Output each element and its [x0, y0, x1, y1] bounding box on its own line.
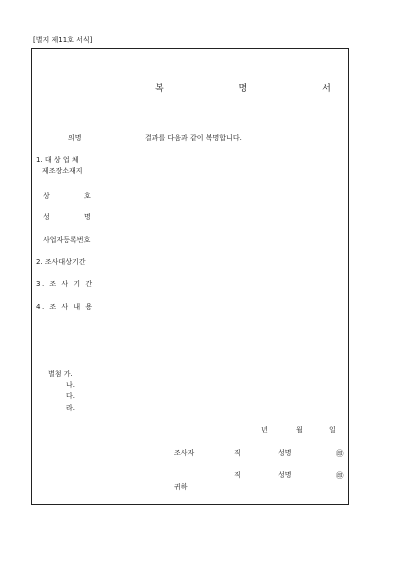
item-2-investigation-target-period: 2. 조사대상기간: [36, 258, 86, 266]
trade-name-label: 상 호: [43, 192, 107, 200]
business-registration-number-label: 사업자등록번호: [43, 236, 91, 244]
attachment-na: 나.: [66, 381, 75, 389]
person-name-label: 성 명: [43, 213, 107, 221]
position-label-2: 직: [234, 471, 241, 479]
date-year: 년: [261, 426, 268, 434]
item-3-investigation-period: 3. 조 사 기 간: [36, 280, 94, 288]
date-day: 일: [329, 426, 336, 434]
attachment-ra: 라.: [66, 404, 75, 412]
item-4-investigation-content: 4. 조 사 내 용: [36, 303, 94, 311]
document-title: 복 명 서: [155, 84, 367, 94]
attachment-da: 다.: [66, 392, 75, 400]
recipient-label: 귀하: [174, 483, 188, 491]
name-label-1: 성명: [278, 449, 292, 457]
attachment-label: 별첨 가.: [48, 370, 73, 378]
addressee-top: 의명: [68, 134, 82, 142]
seal-icon-2: ㊞: [336, 471, 344, 480]
date-month: 월: [296, 426, 303, 434]
intro-text: 결과를 다음과 같이 복명합니다.: [145, 134, 242, 142]
position-label-1: 직: [234, 449, 241, 457]
investigator-label: 조사자: [174, 449, 195, 457]
item-1-target-company: 1. 대 상 업 체: [36, 156, 79, 164]
document-frame: [31, 48, 349, 505]
manufacturing-location-label: 제조장소재지: [42, 167, 83, 175]
form-number-label: [별지 제11호 서식]: [33, 36, 93, 44]
name-label-2: 성명: [278, 471, 292, 479]
seal-icon-1: ㊞: [336, 449, 344, 458]
